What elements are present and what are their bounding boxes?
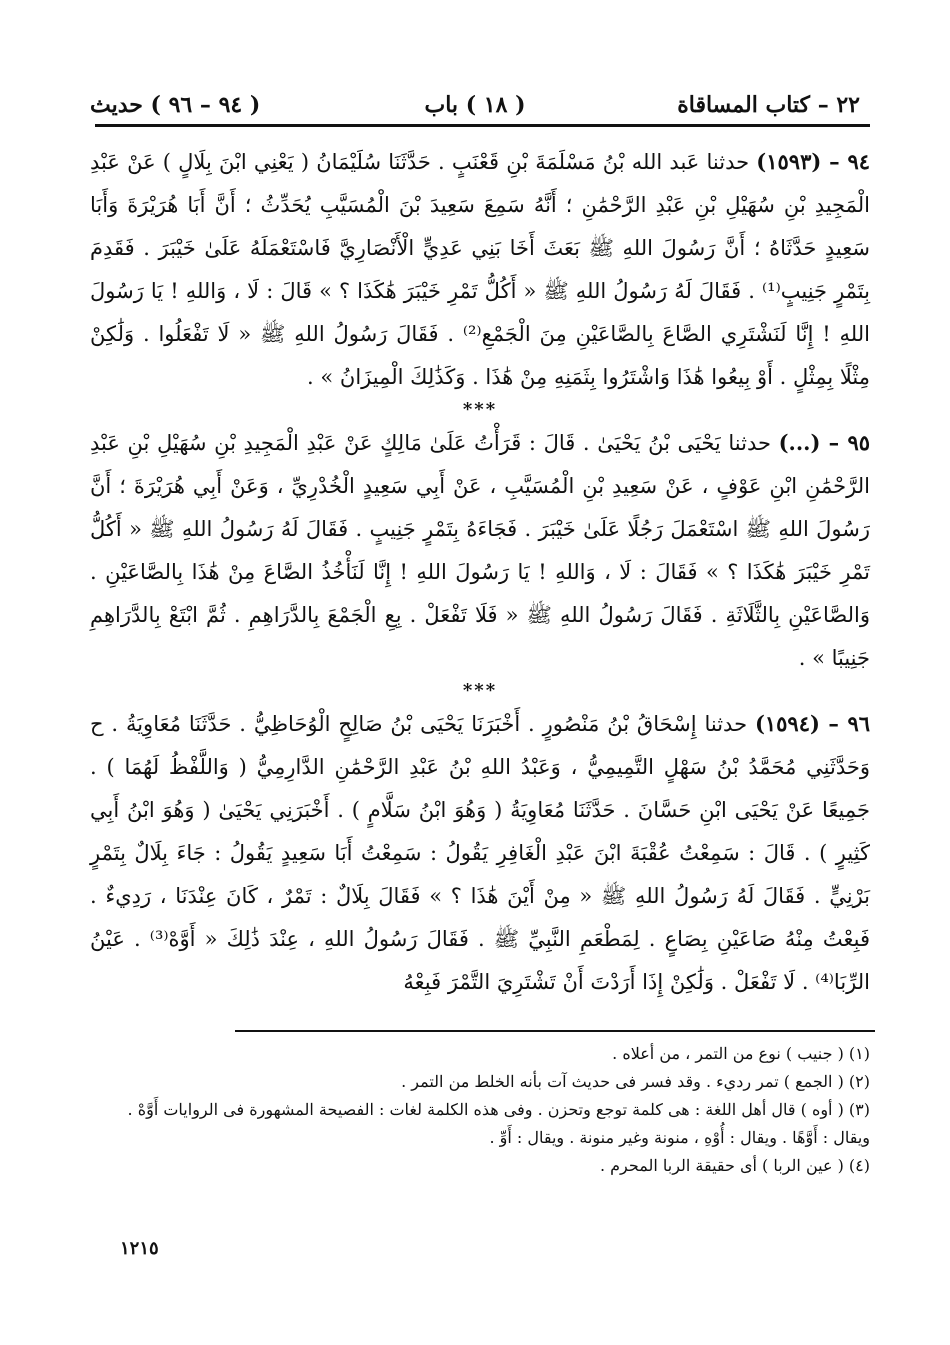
hadith-text: حدثنا إِسْحَاقُ بْنُ مَنْصُورٍ . أَخْبَرَنَا يَحْيَى بْنُ صَالِحٍ الْوُحَاظِيُّ . حَدَّثَنَا مُعَاوِيَةُ . ح وَحَدَّثَنِي مُحَمَّدُ بْنُ سَهْلٍ التَّمِيمِيُّ ، وَعَبْدُ اللهِ بْنُ عَبْدِ الرَّحْمَٰنِ الدَّارِمِيُّ ( وَاللَّفْظُ لَهُمَا ) . جَمِيعًا عَنْ يَحْيَى ابْنِ حَسَّانَ . حَدَّثَنَا مُعَاوِيَةُ ( وَهُوَ ابْنُ سَلَّامٍ ) . أَخْبَرَنِي يَحْيَىٰ ( وَهُوَ ابْنُ أَبِي كَثِيرٍ ) . قَالَ : سَمِعْتُ عُقْبَةَ ابْنَ عَبْدِ الْغَافِرِ يَقُولُ : سَمِعْتُ أَبَا سَعِيدٍ يَقُولُ : جَاءَ بِلَالٌ بِتَمْرٍ بَرْنِيٍّ . فَقَالَ لَهُ رَسُولُ اللهِ ﷺ « مِنْ أَيْنَ هَٰذَا ؟ » فَقَالَ بِلَالٌ : تَمْرٌ ، كَانَ عِنْدَنَا ، رَدِيءٌ . فَبِعْتُ مِنْهُ صَاعَيْنِ بِصَاعٍ . لِمَطْعَمِ النَّبِيِّ ﷺ . فَقَالَ رَسُولُ اللهِ ، عِنْدَ ذَٰلِكَ « أَوَّهْ⁽³⁾ . عَيْنُ الرِّبَا⁽⁴⁾ . لَا تَفْعَلْ . وَلَٰكِنْ إِذَا أَرَدْتَ أَنْ تَشْتَرِيَ التَّمْرَ فَبِعْهُ	[90, 712, 870, 994]
footnote-2: (٢) ( الجمع ) تمر رديء . وقد فسر فى حديث آت بأنه الخلط من التمر .	[401, 1072, 870, 1091]
main-text	[90, 140, 870, 1004]
hadith-text: حدثنا يَحْيَى بْنُ يَحْيَىٰ . قَالَ : قَرَأْتُ عَلَىٰ مَالِكٍ عَنْ عَبْدِ الْمَجِيدِ بْنِ سُهَيْلِ بْنِ عَبْدِ الرَّحْمَٰنِ ابْنِ عَوْفٍ ، عَنْ سَعِيدِ بْنِ الْمُسَيَّبِ ، عَنْ أَبِي سَعِيدٍ الْخُدْرِيِّ ، وَعَنْ أَبِي هُرَيْرَةَ ؛ أَنَّ رَسُولَ اللهِ ﷺ اسْتَعْمَلَ رَجُلًا عَلَىٰ خَيْبَرَ . فَجَاءَهُ بِتَمْرٍ جَنِيبٍ . فَقَالَ لَهُ رَسُولُ اللهِ ﷺ « أَكُلُّ تَمْرِ خَيْبَرَ هَٰكَذَا ؟ » فَقَالَ : لَا ، وَاللهِ ! يَا رَسُولَ اللهِ ! إِنَّا لَنَأْخُذُ الصَّاعَ مِنْ هَٰذَا بِالصَّاعَيْنِ . وَالصَّاعَيْنِ بِالثَّلَاثَةِ . فَقَالَ رَسُولُ اللهِ ﷺ « فَلَا تَفْعَلْ . بِعِ الْجَمْعَ بِالدَّرَاهِمِ . ثُمَّ ابْتَعْ بِالدَّرَاهِمِ جَنِيبًا » .	[90, 431, 870, 670]
running-header	[90, 88, 860, 122]
hadith-paragraph-94	[90, 140, 870, 399]
page-number: ١٢١٥	[120, 1238, 159, 1259]
hadith-number: ٩٥ – (...)	[778, 430, 870, 455]
hadith-paragraph-95	[90, 421, 870, 680]
footnote-4: (٤) ( عين الربا ) أى حقيقة الربا المحرم .	[599, 1156, 870, 1175]
footnotes	[90, 1040, 870, 1180]
hadith-number: ٩٦ – (١٥٩٤)	[754, 711, 870, 736]
hadith-range: ( ٩٤ – ٩٦ ) حديث	[90, 92, 261, 118]
footnote-3: (٣) ( أوه ) قال أهل اللغة : هى كلمة توجع وتحزن . وفى هذه الكلمة لغات : الفصيحة المشهورة فى الروايات أَوَّهْ . ويقال : أَوَّهًا . ويقال : أُوْهِ ، منونة وغير منونة . ويقال : أَوِّ .	[127, 1100, 870, 1147]
section-separator: ***	[462, 399, 498, 420]
footnote-rule	[235, 1030, 875, 1032]
hadith-text: حدثنا عَبد الله بْنُ مَسْلَمَةَ بْنِ قَعْنَبٍ . حَدَّثَنَا سُلَيْمَانُ ( يَعْنِي ابْنَ بِلَالٍ ) عَنْ عَبْدِ الْمَجِيدِ بْنِ سُهَيْلِ بْنِ عَبْدِ الرَّحْمَٰنِ ؛ أَنَّهُ سَمِعَ سَعِيدَ بْنَ الْمُسَيَّبِ يُحَدِّثُ ؛ أَنَّ أَبَا هُرَيْرَةَ وَأَبَا سَعِيدٍ حَدَّثَاهُ ؛ أَنَّ رَسُولَ اللهِ ﷺ بَعَثَ أَخَا بَنِي عَدِيٍّ الْأَنْصَارِيَّ فَاسْتَعْمَلَهُ عَلَىٰ خَيْبَرَ . فَقَدِمَ بِتَمْرٍ جَنِيبٍ⁽¹⁾ . فَقَالَ لَهُ رَسُولُ اللهِ ﷺ « أَكُلُّ تَمْرِ خَيْبَرَ هَٰكَذَا ؟ » قَالَ : لَا ، وَاللهِ ! يَا رَسُولَ اللهِ ! إِنَّا لَنَشْتَرِي الصَّاعَ بِالصَّاعَيْنِ مِنَ الْجَمْعِ⁽²⁾ . فَقَالَ رَسُولُ اللهِ ﷺ « لَا تَفْعَلُوا . وَلَٰكِنْ مِثْلًا بِمِثْلٍ . أَوْ بِيعُوا هَٰذَا وَاشْتَرُوا بِثَمَنِهِ مِنْ هَٰذَا . وَكَذَٰلِكَ الْمِيزَانُ » .	[90, 150, 870, 389]
chapter-label: ( ١٨ ) باب	[424, 92, 526, 118]
header-rule	[95, 124, 870, 127]
section-separator: ***	[462, 680, 498, 701]
footnote-1: (١) ( جنيب ) نوع من التمر ، من أعلاه .	[612, 1044, 870, 1063]
hadith-paragraph-96	[90, 702, 870, 1004]
book-title: ٢٢ – كتاب المساقاة	[677, 92, 860, 118]
hadith-number: ٩٤ – (١٥٩٣)	[756, 149, 871, 174]
